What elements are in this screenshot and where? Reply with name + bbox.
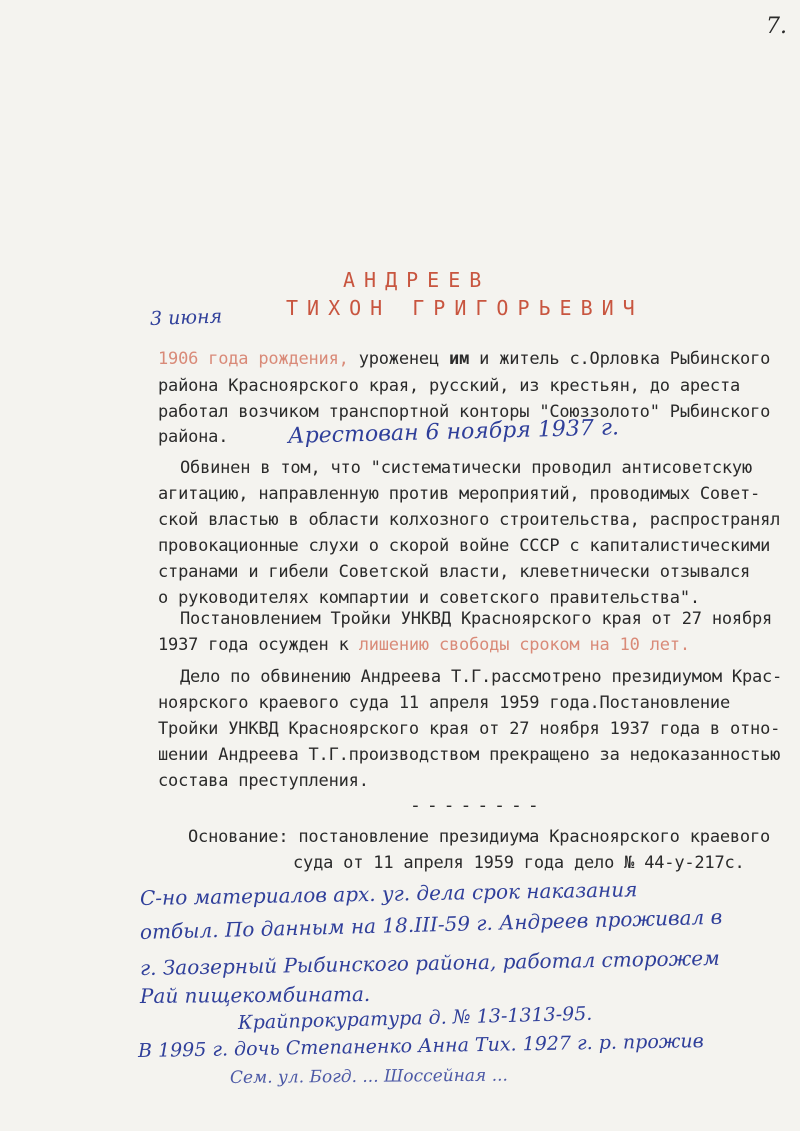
handnote-line6: В 1995 г. дочь Степаненко Анна Тих. 1927 г. р. прожив xyxy=(137,1030,704,1062)
handwritten-date: 3 июня xyxy=(149,305,223,330)
para4-line3: Тройки УНКВД Красноярского края от 27 ноября 1937 года в отно- xyxy=(158,719,781,739)
para2-line2: агитацию, направленную против мероприятий, проводимых Совет- xyxy=(158,484,761,504)
para1-line3: работал возчиком транспортной конторы "Союззолото" Рыбинского xyxy=(158,402,771,422)
para1-line1: 1906 года рождения, уроженец им и житель с.Орловка Рыбинского xyxy=(158,349,771,369)
para4-line5: состава преступления. xyxy=(158,771,369,791)
title-given-name: ТИХОН ГРИГОРЬЕВИЧ xyxy=(286,296,644,320)
para2-line5: странами и гибели Советской власти, клеветнически отзывался xyxy=(158,562,751,582)
para4-line1: Дело по обвинению Андреева Т.Г.рассмотрено президиумом Крас- xyxy=(180,667,783,687)
handwritten-arrest-date: Арестован 6 ноября 1937 г. xyxy=(287,415,620,449)
para2-line4: провокационные слухи о скорой войне СССР с капиталистическими xyxy=(158,536,771,556)
birth-year-text: 1906 года рождения, xyxy=(158,349,349,369)
para2-line3: ской властью в области колхозного строительства, распространял xyxy=(158,510,781,530)
handnote-line3: г. Заозерный Рыбинского района, работал сторожем xyxy=(139,945,720,980)
para2-line6: о руководителях компартии и советского правительства". xyxy=(158,588,700,608)
para2-line1: Обвинен в том, что "систематически проводил антисоветскую xyxy=(180,458,752,478)
struck-text: им xyxy=(449,349,470,369)
para4-line2: ноярского краевого суда 11 апреля 1959 года.Постановление xyxy=(158,693,730,713)
page-number: 7. xyxy=(766,14,787,39)
para3-line1: Постановлением Тройки УНКВД Красноярского края от 27 ноября xyxy=(180,609,773,629)
sentence-text: лишению свободы сроком на 10 лет. xyxy=(358,635,690,655)
handnote-line1: С-но материалов арх. уг. дела срок наказания xyxy=(139,877,638,910)
handnote-line2: отбыл. По данным на 18.III-59 г. Андреев проживал в xyxy=(139,904,723,944)
para1-line4: района. xyxy=(158,427,229,447)
handnote-line4: Рай пищекомбината. xyxy=(139,981,371,1008)
basis-line2: суда от 11 апреля 1959 года дело № 44-у-217с. xyxy=(293,853,745,873)
basis-line1: Основание: постановление президиума Красноярского краевого xyxy=(188,827,771,847)
divider-line: -------- xyxy=(410,795,545,816)
para4-line4: шении Андреева Т.Г.производством прекращено за недоказанностью xyxy=(158,745,781,765)
handnote-line5: Крайпрокуратура д. № 13-1313-95. xyxy=(237,1002,593,1034)
para3-line2: 1937 года осужден к лишению свободы сроком на 10 лет. xyxy=(158,635,690,655)
handnote-line7: Сем. ул. Богд. ... Шоссейная ... xyxy=(229,1065,508,1088)
title-surname: АНДРЕЕВ xyxy=(343,268,491,292)
para1-line2: района Красноярского края, русский, из крестьян, до ареста xyxy=(158,376,741,396)
